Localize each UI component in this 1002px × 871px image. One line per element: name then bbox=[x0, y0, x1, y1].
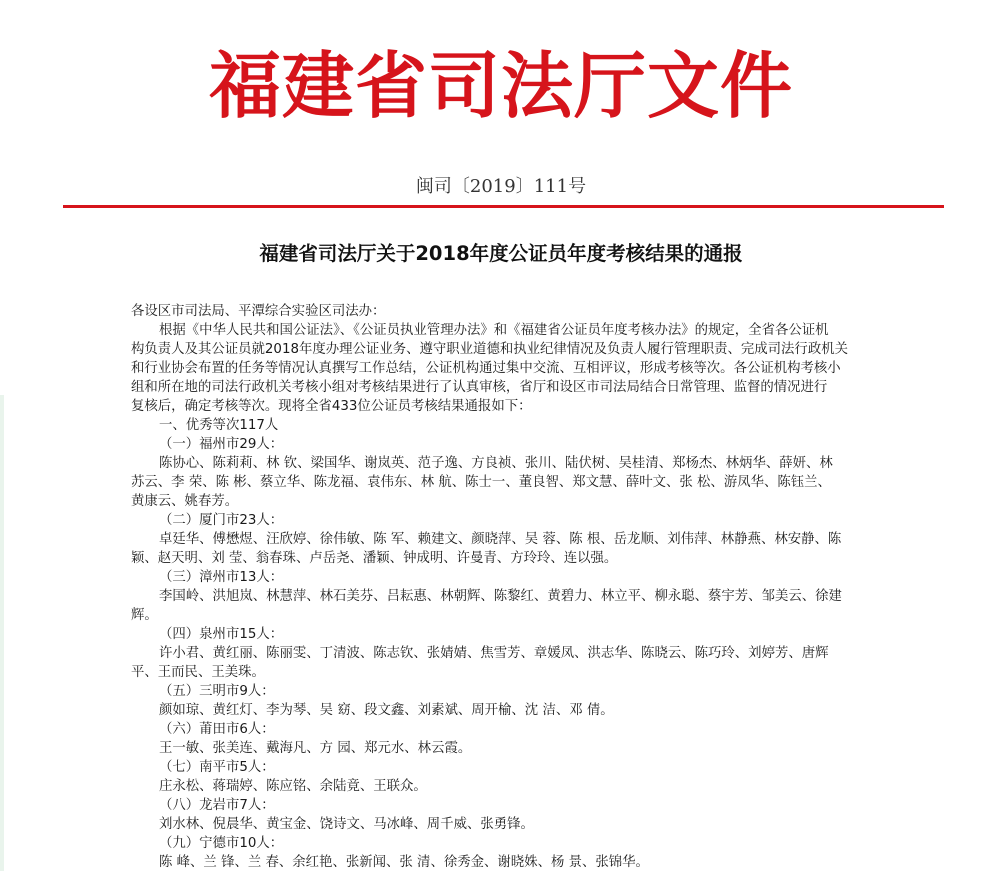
intro-paragraph bbox=[131, 321, 876, 416]
city-heading: （八）龙岩市7人： bbox=[159, 798, 275, 813]
city-section bbox=[131, 568, 876, 625]
intro-line: 和行业协会布置的任务等情况认真撰写工作总结，公证机构通过集中交流、互相评议，形成考核等次。各公证机构考核小 bbox=[131, 361, 841, 376]
city-heading: （六）莆田市6人： bbox=[159, 722, 275, 737]
name-list-line: 庄永松、蒋瑞婷、陈应铭、余陆竟、王联众。 bbox=[159, 779, 427, 794]
city-section bbox=[131, 758, 876, 796]
city-heading: （三）漳州市13人： bbox=[159, 570, 284, 585]
name-list-line: 黄康云、姚春芳。 bbox=[131, 494, 239, 509]
header-divider bbox=[63, 205, 944, 208]
name-list-line: 颜如琼、黄红灯、李为琴、吴 窈、段文鑫、刘素斌、周开榆、沈 洁、邓 倩。 bbox=[159, 703, 614, 718]
section-heading: 一、优秀等次117人 bbox=[159, 418, 279, 433]
city-heading: （五）三明市9人： bbox=[159, 684, 275, 699]
city-list bbox=[131, 435, 876, 871]
city-section bbox=[131, 625, 876, 682]
name-list-line: 王一敏、张美连、戴海凡、方 园、郑元水、林云霞。 bbox=[159, 741, 472, 756]
intro-line: 组和所在地的司法行政机关考核小组对考核结果进行了认真审核，省厅和设区市司法局结合日常管理、监督的情况进行 bbox=[131, 380, 828, 395]
name-list-line: 苏云、李 荣、陈 彬、蔡立华、陈龙福、袁伟东、林 航、陈士一、董良智、郑文慧、薛叶文、张 松、游凤华、陈钰兰、 bbox=[131, 475, 831, 490]
name-list-line: 陈协心、陈莉莉、林 钦、梁国华、谢岚英、范子逸、方良祯、张川、陆伏树、吴桂清、郑杨杰、林炳华、薛妍、林 bbox=[159, 456, 833, 471]
name-list-line: 刘水林、倪晨华、黄宝金、饶诗文、马冰峰、周千威、张勇锋。 bbox=[159, 817, 534, 832]
salutation: 各设区市司法局、平潭综合实验区司法办： bbox=[131, 304, 386, 319]
name-list-line: 李国岭、洪旭岚、林慧萍、林石美芬、吕耘惠、林朝辉、陈黎红、黄碧力、林立平、柳永聪、蔡宇芳、邹美云、徐建 bbox=[159, 589, 842, 604]
name-list-line: 陈 峰、兰 锋、兰 春、余红艳、张新闻、张 清、徐秀金、谢晓姝、杨 景、张锦华。 bbox=[159, 855, 649, 870]
name-list-line: 平、王而民、王美珠。 bbox=[131, 665, 265, 680]
city-heading: （二）厦门市23人： bbox=[159, 513, 284, 528]
document-body bbox=[131, 302, 876, 871]
city-section bbox=[131, 796, 876, 834]
city-section bbox=[131, 682, 876, 720]
intro-line: 根据《中华人民共和国公证法》、《公证员执业管理办法》和《福建省公证员年度考核办法》的规定，全省各公证机 bbox=[159, 323, 829, 338]
city-section bbox=[131, 435, 876, 511]
document-title: 福建省司法厅关于2018年度公证员年度考核结果的通报 bbox=[259, 242, 743, 265]
document-header-title: 福建省司法厅文件 bbox=[208, 43, 793, 128]
city-heading: （七）南平市5人： bbox=[159, 760, 275, 775]
name-list-line: 颖、赵天明、刘 莹、翁春珠、卢岳尧、潘颖、钟成明、许曼青、方玲玲、连以强。 bbox=[131, 551, 618, 566]
name-list-line: 辉。 bbox=[131, 608, 158, 623]
city-section bbox=[131, 834, 876, 871]
city-section bbox=[131, 511, 876, 568]
city-section bbox=[131, 720, 876, 758]
city-heading: （九）宁德市10人： bbox=[159, 836, 284, 851]
city-heading: （四）泉州市15人： bbox=[159, 627, 284, 642]
document-number: 闽司〔2019〕111号 bbox=[415, 176, 587, 197]
name-list-line: 许小君、黄红丽、陈丽雯、丁清波、陈志钦、张婧婧、焦雪芳、章媛凤、洪志华、陈晓云、陈巧玲、刘婷芳、唐辉 bbox=[159, 646, 829, 661]
intro-line: 复核后，确定考核等次。现将全省433位公证员考核结果通报如下： bbox=[131, 399, 532, 414]
intro-line: 构负责人及其公证员就2018年度办理公证业务、遵守职业道德和执业纪律情况及负责人履行管理职责、完成司法行政机关 bbox=[131, 342, 848, 357]
city-heading: （一）福州市29人： bbox=[159, 437, 284, 452]
left-edge-strip bbox=[0, 395, 4, 871]
name-list-line: 卓廷华、傅懋煜、汪欣婷、徐伟敏、陈 军、赖建文、颜晓萍、吴 蓉、陈 根、岳龙顺、刘伟萍、林静燕、林安静、陈 bbox=[159, 532, 842, 547]
